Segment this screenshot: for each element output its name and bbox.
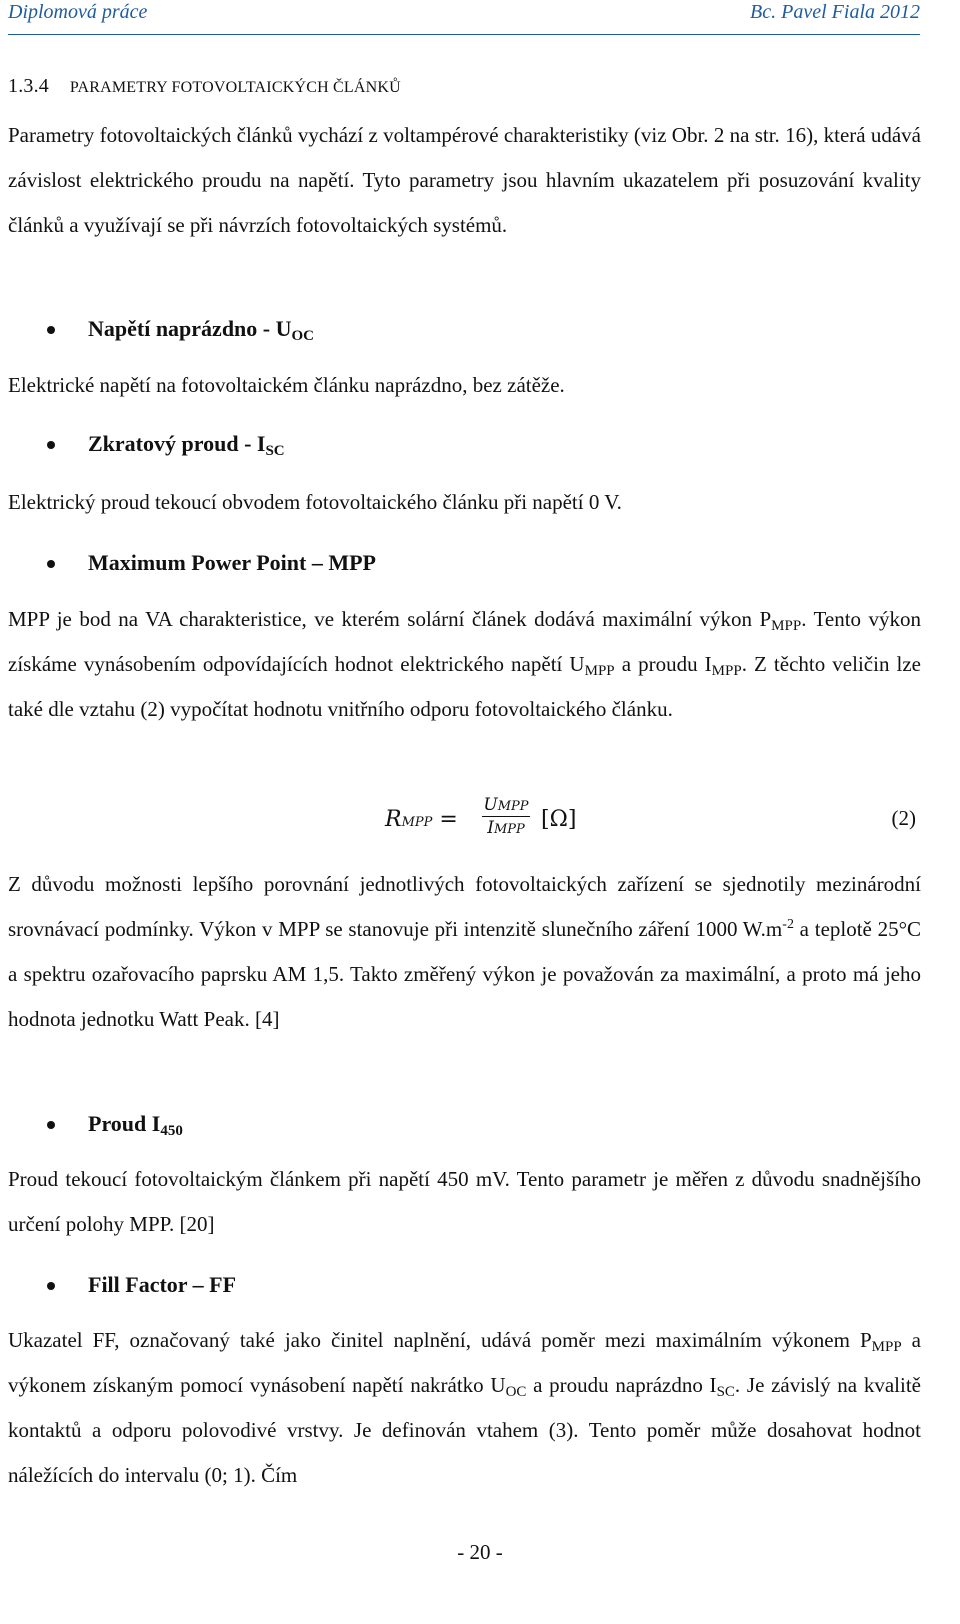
conditions-text-2: a teplotě 25°C a spektru ozařovacího paprsku AM 1,5. Takto změřený výkon je považován za maximální, a proto má jeho hodnota jednotku Watt Peak. [4] xyxy=(8,917,922,1031)
mpp-sub-2: MPP xyxy=(584,663,615,679)
ff-text-2: a výkonem získaným pomocí vynásobení napětí nakrátko U xyxy=(8,1328,921,1397)
section-title: PARAMETRY FOTOVOLTAICKÝCH ČLÁNKŮ xyxy=(69,79,401,96)
i450-title-sub: 450 xyxy=(160,1123,183,1139)
ff-paragraph xyxy=(8,1318,921,1498)
ff-sub-3: SC xyxy=(716,1384,735,1400)
equation-denominator xyxy=(482,817,530,838)
equation-numerator xyxy=(482,795,530,817)
bullet-heading-mpp: Maximum Power Point – MPP xyxy=(88,550,376,575)
uoc-text: Elektrické napětí na fotovoltaickém článku naprázdno, bez zátěže. xyxy=(8,373,565,397)
equation-den-sub: MPP xyxy=(493,822,525,837)
header-author-year: Bc. Pavel Fiala 2012 xyxy=(750,1,920,23)
mpp-paragraph xyxy=(8,597,921,732)
mpp-text-4: . Z těchto veličin lze také dle vztahu (2) vypočítat hodnotu vnitřního odporu fotovoltaického článku. xyxy=(8,652,921,721)
uoc-title: Napětí naprázdno - U xyxy=(88,316,292,341)
header-document-type: Diplomová práce xyxy=(8,1,148,23)
equation-lhs xyxy=(385,807,458,832)
equation-equals: = xyxy=(432,807,458,832)
uoc-title-sub: OC xyxy=(291,328,315,344)
page-number: - 20 - xyxy=(457,1540,503,1564)
ff-sub-2: OC xyxy=(505,1384,527,1400)
equation-num-sub: MPP xyxy=(497,799,529,814)
conditions-text-1: Z důvodu možnosti lepšího porovnání jednotlivých fotovoltaických zařízení se sjednotily mezinárodní srovnávací podmínky. Výkon v MPP se stanovuje při intenzitě slunečního záření 1000 W.m xyxy=(8,872,921,941)
i450-title: Proud I xyxy=(88,1111,161,1136)
page-header xyxy=(8,0,920,35)
bullet-heading-i450 xyxy=(88,1109,183,1139)
equation-lhs-sub: MPP xyxy=(401,815,433,830)
bullet-icon xyxy=(47,560,55,568)
isc-text: Elektrický proud tekoucí obvodem fotovoltaického článku při napětí 0 V. xyxy=(8,490,622,514)
i450-paragraph: Proud tekoucí fotovoltaickým článkem při napětí 450 mV. Tento parametr je měřen z důvodu snadnějšího určení polohy MPP. [20] xyxy=(8,1167,921,1236)
bullet-icon xyxy=(47,1121,55,1129)
bullet-icon xyxy=(47,326,55,334)
section-heading xyxy=(8,75,921,98)
bullet-icon xyxy=(47,441,55,449)
mpp-text-1: MPP je bod na VA charakteristice, ve kterém solární článek dodává maximální výkon P xyxy=(8,607,772,631)
bullet-heading-isc xyxy=(88,429,285,459)
bullet-heading-uoc xyxy=(88,314,314,344)
mpp-sub-1: MPP xyxy=(771,618,802,634)
equation-unit: [Ω] xyxy=(541,807,577,832)
conditions-paragraph xyxy=(8,862,921,1042)
bullet-icon xyxy=(47,1282,55,1290)
mpp-text-3: a proudu I xyxy=(614,652,712,676)
conditions-sup: -2 xyxy=(782,917,794,932)
isc-title-sub: SC xyxy=(265,443,285,459)
intro-paragraph: Parametry fotovoltaických článků vychází z voltampérové charakteristiky (viz Obr. 2 na str. 16), která udává závislost elektrického proudu na napětí. Tyto parametry jsou hlavním ukazatelem při posuzování kvality článků a využívají se při návrzích fotovoltaických systémů. xyxy=(8,123,921,237)
equation-number: (2) xyxy=(891,806,916,830)
isc-title: Zkratový proud - I xyxy=(88,431,266,456)
bullet-heading-ff: Fill Factor – FF xyxy=(88,1272,237,1297)
equation-den-symbol: I xyxy=(487,818,494,838)
ff-text-3: a proudu naprázdno I xyxy=(526,1373,717,1397)
section-number: 1.3.4 xyxy=(8,75,49,97)
ff-text-4: . Je závislý na kvalitě kontaktů a odporu polovodivé vrstvy. Je definován vtahem (3). Tento poměr může dosahovat hodnot náležících do intervalu (0; 1). Čím xyxy=(8,1373,921,1487)
equation-num-symbol: U xyxy=(483,795,498,815)
mpp-sub-3: MPP xyxy=(711,663,742,679)
ff-sub-1: MPP xyxy=(871,1339,902,1355)
equation-lhs-symbol: R xyxy=(385,807,402,832)
ff-text-1: Ukazatel FF, označovaný také jako činitel naplnění, udává poměr mezi maximálním výkonem P xyxy=(8,1328,872,1352)
mpp-text-2: . Tento výkon získáme vynásobením odpovídajících hodnot elektrického napětí U xyxy=(8,607,921,676)
equation-fraction xyxy=(482,795,530,838)
